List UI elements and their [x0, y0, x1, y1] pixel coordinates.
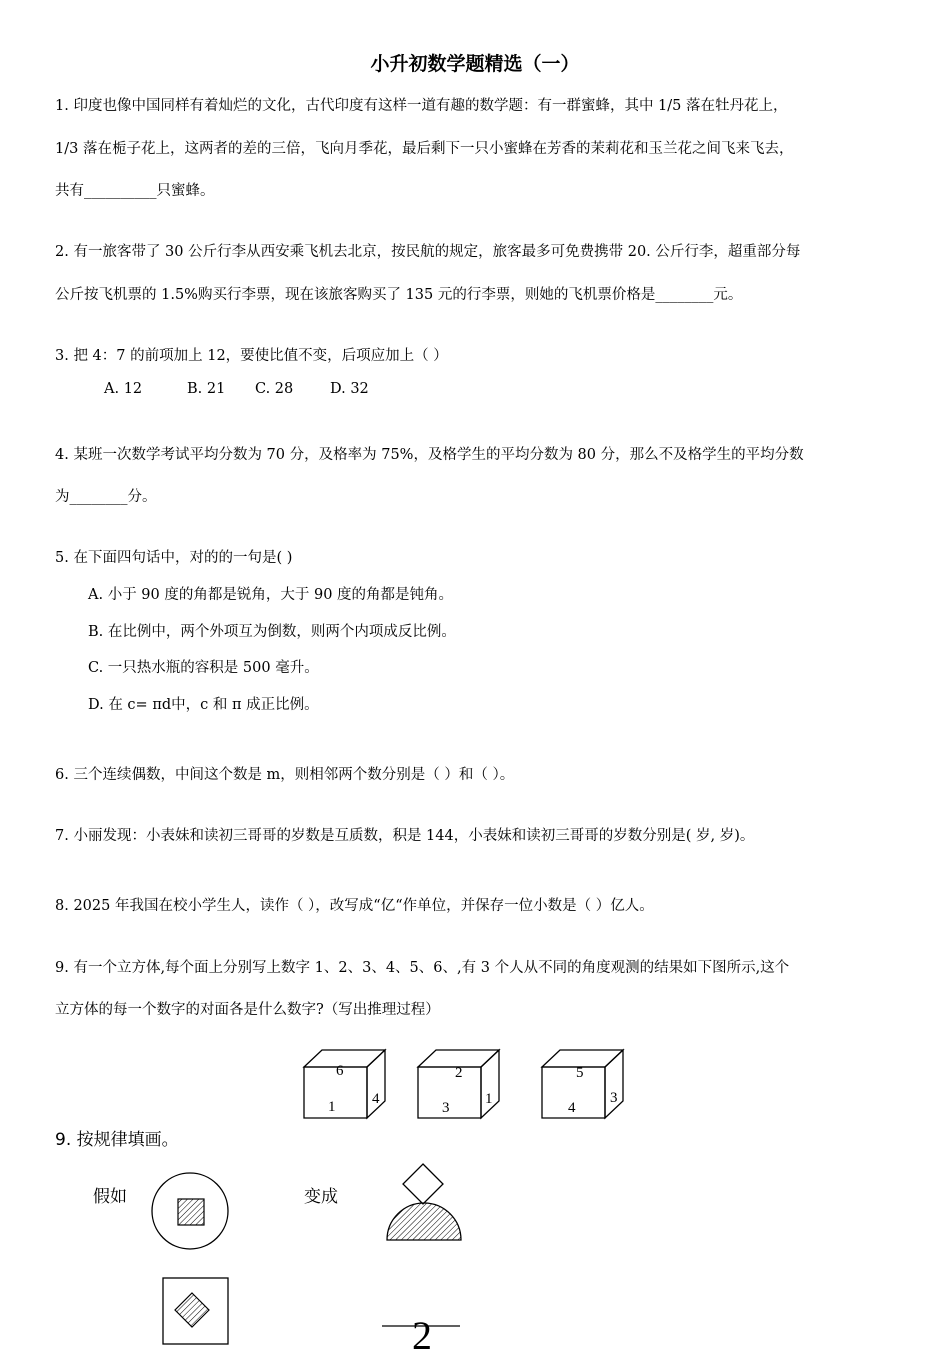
pattern-figures [0, 1160, 950, 1344]
cube-2 [418, 1050, 499, 1118]
q5-stem: 5. 在下面四句话中，对的的一句是( ) [55, 550, 293, 566]
q5-option-c: C. 一只热水瓶的容积是 500 毫升。 [88, 660, 319, 676]
cube-1-side-number: 4 [372, 1091, 380, 1107]
circle-with-square-shape [152, 1173, 228, 1249]
diamond-over-semicircle-shape [387, 1164, 461, 1240]
becomes-label: 变成 [304, 1187, 338, 1207]
q5-option-b: B. 在比例中，两个外项互为倒数，则两个内项成反比例。 [88, 624, 456, 640]
q3-option-a: A. 12 [104, 381, 143, 397]
q10-heading: 9. 按规律填画。 [55, 1130, 179, 1150]
q7-text: 7. 小丽发现：小表妹和读初三哥哥的岁数是互质数，积是 144，小表妹和读初三哥哥的岁数分别是( 岁, 岁)。 [55, 828, 755, 844]
q5-option-a: A. 小于 90 度的角都是锐角，大于 90 度的角都是钝角。 [88, 587, 454, 603]
q4-line-1: 4. 某班一次数学考试平均分数为 70 分，及格率为 75%，及格学生的平均分数为 80 分，那么不及格学生的平均分数 [55, 447, 804, 463]
q4-line-2: 为________分。 [55, 489, 157, 505]
partial-answer-number: 2 [412, 1313, 432, 1358]
q2-line-2: 公斤按飞机票的 1.5%购买行李票，现在该旅客购买了 135 元的行李票，则她的飞机票价格是________元。 [55, 287, 743, 303]
square-with-diamond-shape [163, 1278, 228, 1344]
q9-line-2: 立方体的每一个数字的对面各是什么数字?（写出推理过程） [55, 1002, 440, 1018]
cube-3-front-number: 4 [568, 1100, 576, 1116]
cube-2-side-number: 1 [485, 1091, 493, 1107]
cube-1-top-number: 6 [336, 1063, 344, 1079]
q5-option-d: D. 在 c= πd中，c 和 π 成正比例。 [88, 697, 319, 713]
q6-text: 6. 三个连续偶数，中间这个数是 m，则相邻两个数分别是（ ）和（ ）。 [55, 767, 515, 783]
q3-option-b: B. 21 [187, 381, 226, 397]
cube-3 [542, 1050, 623, 1118]
page-title: 小升初数学题精选（一） [370, 53, 580, 75]
cube-3-top-number: 5 [576, 1065, 584, 1081]
suppose-label: 假如 [93, 1187, 127, 1207]
q1-line-2: 1/3 落在栀子花上，这两者的差的三倍，飞向月季花，最后剩下一只小蜜蜂在芳香的茉莉花和玉兰花之间飞来飞去， [55, 141, 794, 157]
cube-2-top-number: 2 [455, 1065, 463, 1081]
q3-option-d: D. 32 [330, 381, 369, 397]
q8-text: 8. 2025 年我国在校小学生人，读作（ ），改写成“亿“作单位，并保存一位小数是（ ）亿人。 [55, 898, 654, 914]
q1-line-1: 1. 印度也像中国同样有着灿烂的文化，古代印度有这样一道有趣的数学题：有一群蜜蜂，其中 1/5 落在牡丹花上， [55, 98, 788, 114]
q3-stem: 3. 把 4：7 的前项加上 12，要使比值不变，后项应加上（ ） [55, 348, 448, 364]
q2-line-1: 2. 有一旅客带了 30 公斤行李从西安乘飞机去北京，按民航的规定，旅客最多可免费携带 20. 公斤行李，超重部分每 [55, 244, 801, 260]
cube-1-front-number: 1 [328, 1099, 336, 1115]
q9-line-1: 9. 有一个立方体,每个面上分别写上数字 1、2、3、4、5、6、,有 3 个人从不同的角度观测的结果如下图所示,这个 [55, 960, 790, 976]
cube-figures [0, 1040, 950, 1130]
cube-3-side-number: 3 [610, 1090, 618, 1106]
q3-option-c: C. 28 [255, 381, 294, 397]
cube-2-front-number: 3 [442, 1100, 450, 1116]
q1-line-3: 共有__________只蜜蜂。 [55, 183, 215, 199]
cube-1 [304, 1050, 385, 1118]
